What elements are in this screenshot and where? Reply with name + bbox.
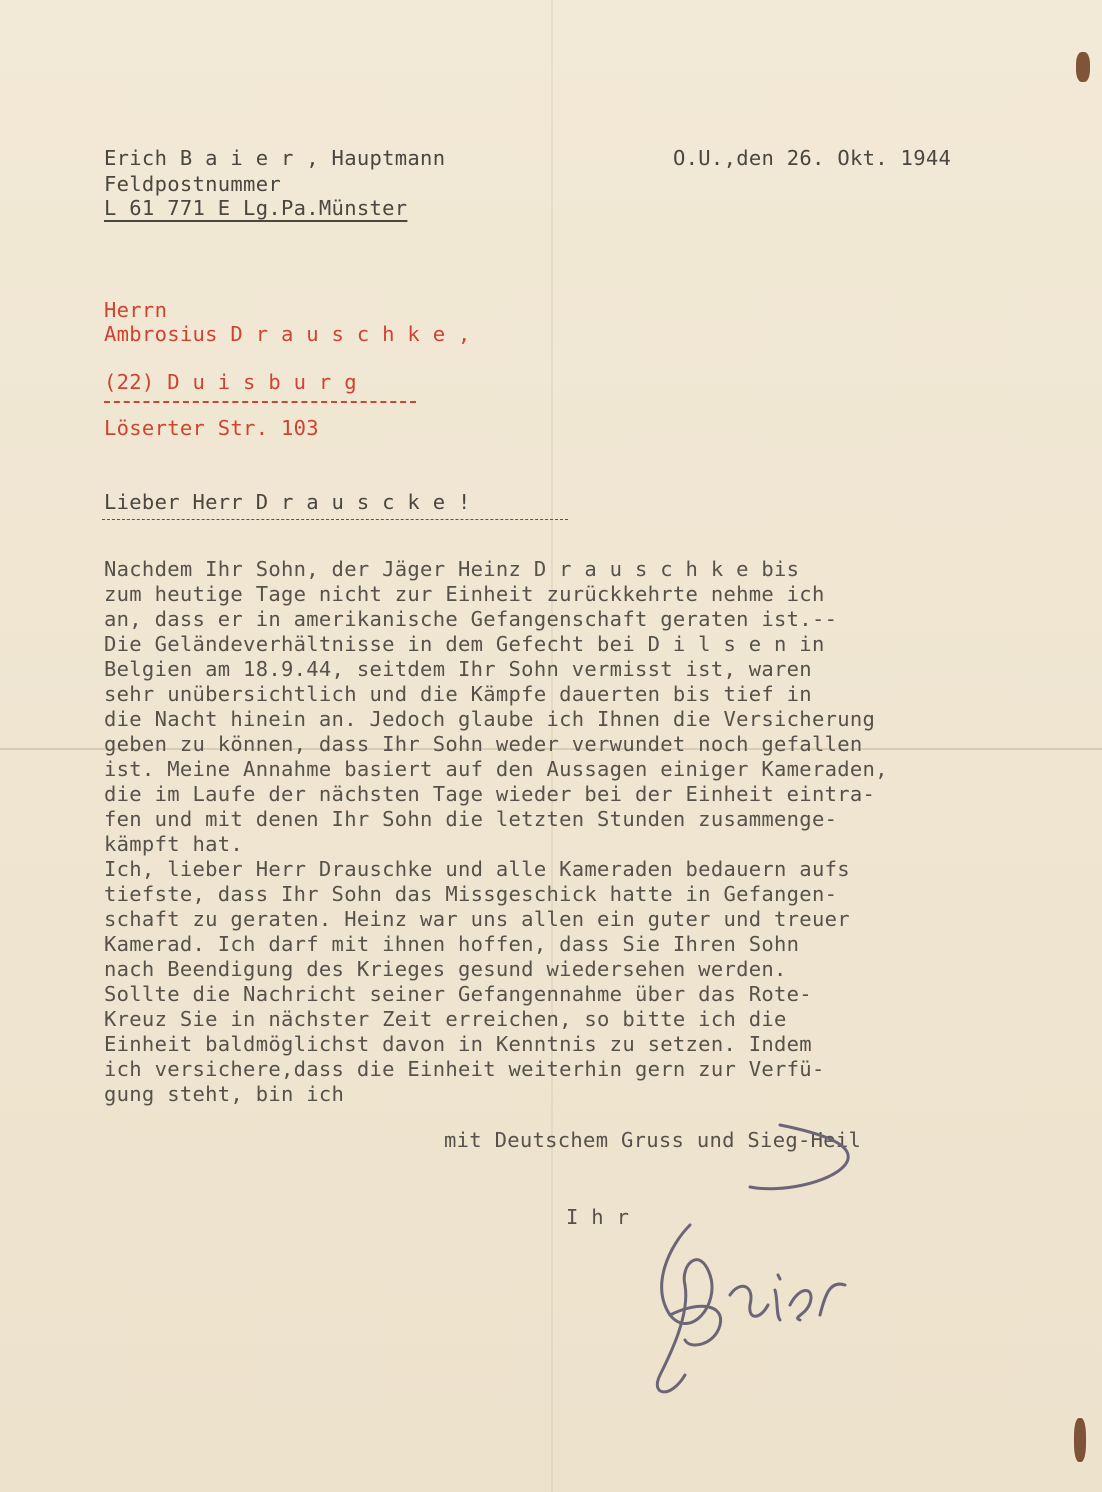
sender-line-1: Erich B a i e r , Hauptmann bbox=[104, 146, 446, 170]
body-line: Ich, lieber Herr Drauschke und alle Kameraden bedauern aufs bbox=[104, 857, 850, 881]
stain-bottom-right bbox=[1074, 1418, 1086, 1462]
greeting-underline bbox=[102, 517, 568, 520]
sender-line-2: Feldpostnummer bbox=[104, 172, 281, 196]
body-line: Sollte die Nachricht seiner Gefangennahme über das Rote- bbox=[104, 982, 812, 1006]
body-line: Die Geländeverhältnisse in dem Gefecht bei D i l s e n in bbox=[104, 632, 825, 656]
body-line: sehr unübersichtlich und die Kämpfe dauerten bis tief in bbox=[104, 682, 812, 706]
body-line: schaft zu geraten. Heinz war uns allen ein guter und treuer bbox=[104, 907, 850, 931]
body-line: an, dass er in amerikanische Gefangenschaft geraten ist.-- bbox=[104, 607, 838, 631]
greeting: Lieber Herr D r a u s c k e ! bbox=[104, 490, 471, 514]
recipient-name: Ambrosius D r a u s c h k e , bbox=[104, 322, 471, 346]
body-line: Belgien am 18.9.44, seitdem Ihr Sohn vermisst ist, waren bbox=[104, 657, 812, 681]
letter-date: O.U.,den 26. Okt. 1944 bbox=[673, 146, 952, 170]
city-underline bbox=[104, 399, 416, 403]
recipient-street: Löserter Str. 103 bbox=[104, 416, 319, 440]
body-line: fen und mit denen Ihr Sohn die letzten Stunden zusammenge- bbox=[104, 807, 838, 831]
body-line: die Nacht hinein an. Jedoch glaube ich Ihnen die Versicherung bbox=[104, 707, 876, 731]
body-line: nach Beendigung des Krieges gesund wiedersehen werden. bbox=[104, 957, 787, 981]
body-line: Nachdem Ihr Sohn, der Jäger Heinz D r a u s c h k e bis bbox=[104, 557, 800, 581]
body-line: gung steht, bin ich bbox=[104, 1082, 345, 1106]
body-line: Kamerad. Ich darf mit ihnen hoffen, dass Sie Ihren Sohn bbox=[104, 932, 800, 956]
yours: I h r bbox=[566, 1205, 630, 1229]
signature-icon bbox=[630, 1115, 870, 1415]
body-line: kämpft hat. bbox=[104, 832, 244, 856]
body-line: ist. Meine Annahme basiert auf den Aussagen einiger Kameraden, bbox=[104, 757, 888, 781]
stain-top-right bbox=[1076, 52, 1090, 82]
recipient-city: (22) D u i s b u r g bbox=[104, 370, 357, 394]
body-line: Kreuz Sie in nächster Zeit erreichen, so bitte ich die bbox=[104, 1007, 787, 1031]
body-line: geben zu können, dass Ihr Sohn weder verwundet noch gefallen bbox=[104, 732, 863, 756]
body-line: ich versichere,dass die Einheit weiterhin gern zur Verfü- bbox=[104, 1057, 825, 1081]
body-line: zum heutige Tage nicht zur Einheit zurückkehrte nehme ich bbox=[104, 582, 825, 606]
closing: mit Deutschem Gruss und Sieg-Heil bbox=[444, 1128, 862, 1152]
body-line: tiefste, dass Ihr Sohn das Missgeschick hatte in Gefangen- bbox=[104, 882, 838, 906]
handwritten-signature bbox=[630, 1115, 870, 1415]
recipient-salutation: Herrn bbox=[104, 298, 168, 322]
sender-line-3: L 61 771 E Lg.Pa.Münster bbox=[104, 196, 408, 220]
body-line: die im Laufe der nächsten Tage wieder bei der Einheit eintra- bbox=[104, 782, 876, 806]
body-line: Einheit baldmöglichst davon in Kenntnis zu setzen. Indem bbox=[104, 1032, 812, 1056]
